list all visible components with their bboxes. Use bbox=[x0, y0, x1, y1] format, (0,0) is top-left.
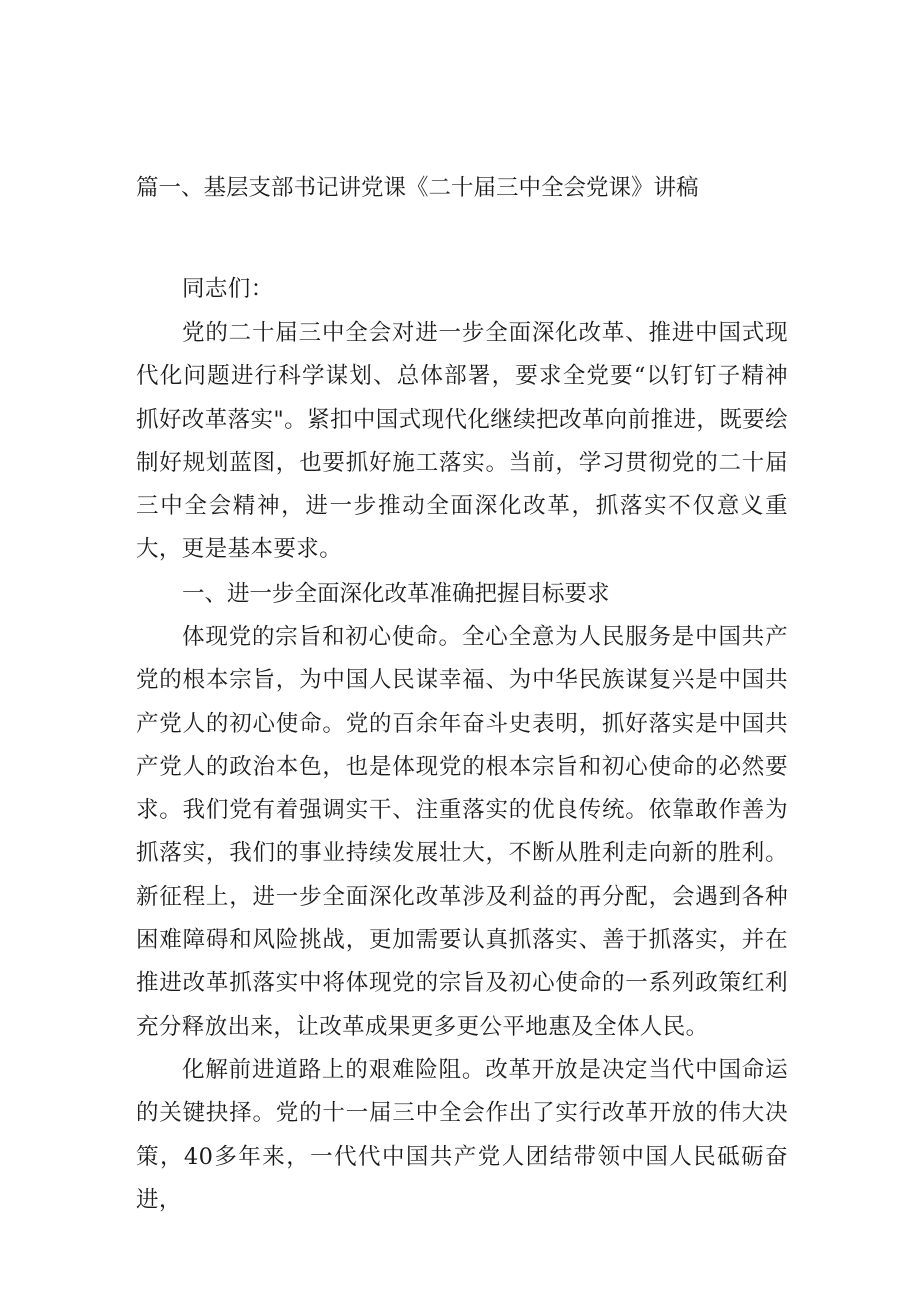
paragraph-obstacles: 化解前进道路上的艰难险阻。改革开放是决定当代中国命运的关键抉择。党的十一届三中全会作出了实行改革开放的伟大决策，40多年来，一代代中国共产党人团结带领中国人民砥砺奋进， bbox=[136, 1057, 788, 1213]
paragraph-purpose: 体现党的宗旨和初心使命。全心全意为人民服务是中国共产党的根本宗旨，为中国人民谋幸福、为中华民族谋复兴是中国共产党人的初心使命。党的百余年奋斗史表明，抓好落实是中国共产党人的政治本色，也是体现党的根本宗旨和初心使命的必然要求。我们党有着强调实干、注重落实的优良传统。依靠敢作善为抓落实，我们的事业持续发展壮大，不断从胜利走向新的胜利。新征程上，进一步全面深化改革涉及利益的再分配，会遇到各种困难障碍和风险挑战，更加需要认真抓落实、善于抓落实，并在推进改革抓落实中将体现党的宗旨及初心使命的一系列政策红利充分释放出来，让改革成果更多更公平地惠及全体人民。 bbox=[136, 624, 788, 1040]
greeting: 同志们： bbox=[182, 276, 274, 302]
section-heading-1: 一、进一步全面深化改革准确把握目标要求 bbox=[182, 581, 610, 607]
document-title: 篇一、基层支部书记讲党课《二十届三中全会党课》讲稿 bbox=[136, 175, 699, 201]
paragraph-intro: 党的二十届三中全会对进一步全面深化改革、推进中国式现代化问题进行科学谋划、总体部署，要求全党要“以钉钉子精神抓好改革落实"。紧扣中国式现代化继续把改革向前推进，既要绘制好规划蓝图，也要抓好施工落实。当前，学习贯彻党的二十届三中全会精神，进一步推动全面深化改革，抓落实不仅意义重大，更是基本要求。 bbox=[136, 320, 788, 563]
